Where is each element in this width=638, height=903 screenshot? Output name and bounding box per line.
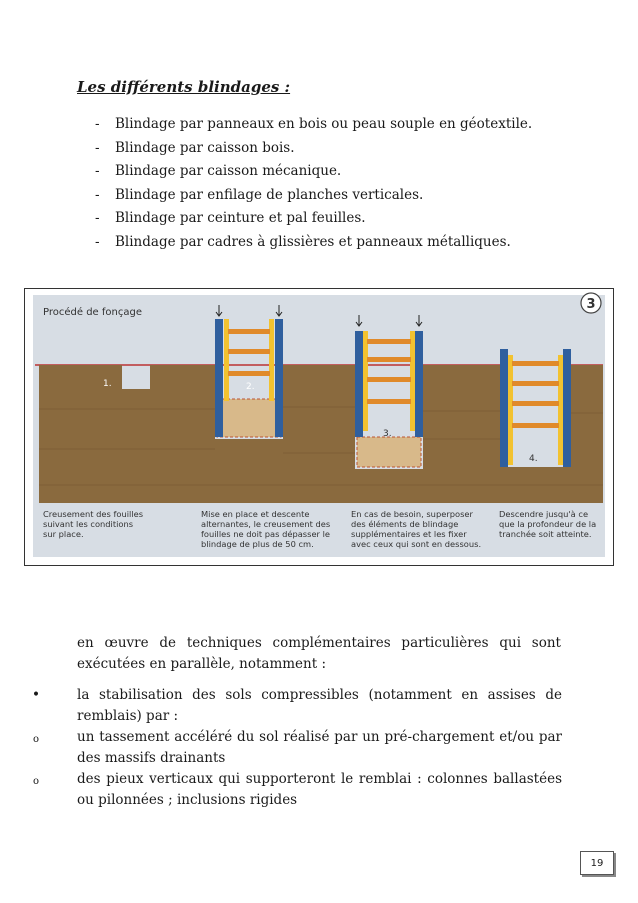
caption-line: des éléments de blindage bbox=[351, 519, 459, 529]
section-heading: Les différents blindages : bbox=[77, 78, 291, 96]
blindage-list bbox=[95, 113, 532, 254]
list-item: - Blindage par caisson mécanique. bbox=[95, 160, 532, 184]
caption-line: tranchée soit atteinte. bbox=[499, 529, 592, 539]
bullet-dot-icon: • bbox=[31, 687, 41, 703]
caption-line: Descendre jusqu'à ce bbox=[499, 509, 589, 519]
list-item: - Blindage par panneaux en bois ou peau souple en géotextile. bbox=[95, 113, 532, 137]
list-item: o des pieux verticaux qui supporteront le remblai : colonnes ballastées ou pilonnées ; inclusions rigides bbox=[30, 769, 562, 811]
figure-title: Procédé de fonçage bbox=[43, 307, 142, 318]
excavation-zone bbox=[357, 437, 421, 467]
caption-line: blindage de plus de 50 cm. bbox=[201, 539, 314, 549]
caption-line: suivant les conditions bbox=[43, 519, 134, 529]
caption-line: supplémentaires et les fixer bbox=[351, 529, 467, 539]
page-number: 19 bbox=[580, 851, 614, 875]
foncage-figure bbox=[24, 288, 614, 566]
step-number: 4. bbox=[529, 454, 538, 464]
figure-badge-number: 3 bbox=[586, 297, 596, 312]
caption-line: alternantes, le creusement des bbox=[201, 519, 331, 529]
dash-mark: - bbox=[95, 116, 100, 132]
body-paragraph: en œuvre de techniques complémentaires particulières qui sont exécutées en parallèle, notamment : bbox=[77, 635, 561, 672]
list-item: - Blindage par caisson bois. bbox=[95, 137, 532, 161]
foncage-diagram bbox=[25, 289, 613, 565]
dash-mark: - bbox=[95, 163, 100, 179]
list-item: • la stabilisation des sols compressibles (notamment en assises de remblais) par : bbox=[31, 687, 562, 724]
list-item: - Blindage par enfilage de planches verticales. bbox=[95, 184, 532, 208]
caption-line: avec ceux qui sont en dessous. bbox=[351, 539, 482, 549]
step-number: 3. bbox=[383, 429, 392, 439]
bullet-circle-icon: o bbox=[32, 776, 40, 787]
dash-mark: - bbox=[95, 233, 100, 250]
caption-line: En cas de besoin, superposer bbox=[351, 509, 473, 519]
dash-mark: - bbox=[95, 139, 100, 156]
step-number: 1. bbox=[103, 379, 112, 389]
bullet-circle-icon: o bbox=[32, 734, 40, 745]
list-item: o un tassement accéléré du sol réalisé par un pré-chargement et/ou par des massifs drainants bbox=[30, 727, 562, 769]
caption-line: fouilles ne doit pas dépasser le bbox=[201, 529, 331, 539]
caption-line: Mise en place et descente bbox=[201, 509, 310, 519]
list-item: - Blindage par cadres à glissières et panneaux métalliques. bbox=[95, 231, 532, 255]
caption-line: que la profondeur de la bbox=[499, 519, 597, 529]
list-item: - Blindage par ceinture et pal feuilles. bbox=[95, 207, 532, 231]
bullet-list bbox=[30, 685, 562, 811]
step-number: 2. bbox=[246, 382, 255, 392]
excavation-zone bbox=[217, 399, 281, 437]
caption-line: Creusement des fouilles bbox=[43, 509, 144, 519]
caption-line: sur place. bbox=[43, 529, 84, 539]
dash-mark: - bbox=[95, 210, 100, 226]
dash-mark: - bbox=[95, 186, 100, 203]
